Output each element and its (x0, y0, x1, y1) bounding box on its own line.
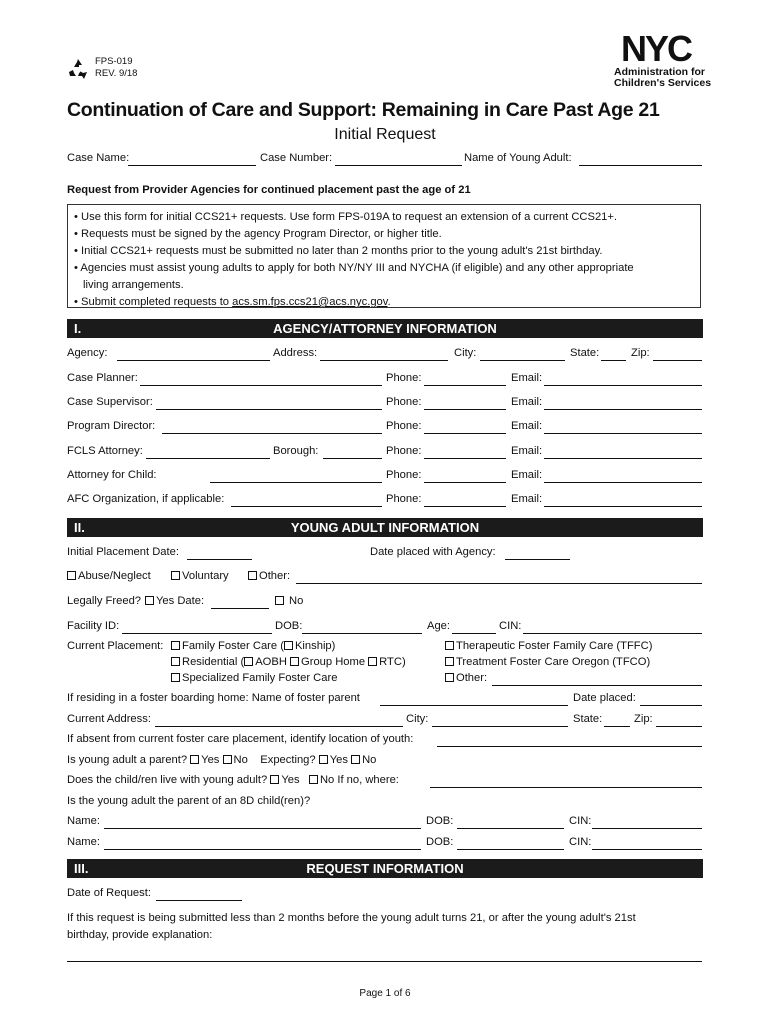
page-subtitle: Initial Request (334, 126, 436, 143)
child1-name-label: Name: (67, 815, 100, 827)
date-placed-field[interactable] (640, 705, 702, 706)
child1-dob-label: DOB: (426, 815, 454, 827)
city-field[interactable] (480, 360, 565, 361)
voluntary-option[interactable] (171, 570, 229, 582)
section-3-num: III. (74, 861, 89, 876)
date-of-request-label: Date of Request: (67, 887, 151, 899)
program-director-field[interactable] (162, 433, 382, 434)
phone-field-5[interactable] (424, 482, 506, 483)
parent-question (67, 754, 376, 766)
freed-date-field[interactable] (211, 608, 269, 609)
young-adult-field[interactable] (579, 165, 702, 166)
case-name-field[interactable] (128, 165, 256, 166)
expecting-no-label: No (362, 754, 377, 766)
case-name-label: Case Name: (67, 152, 130, 164)
state-field[interactable] (601, 360, 626, 361)
nyc-logo-text: NYC (620, 32, 692, 64)
section-2-title: YOUNG ADULT INFORMATION (290, 520, 480, 535)
family-foster-checkbox[interactable] (171, 641, 180, 650)
age-label: Age: (427, 620, 451, 632)
state-label: State: (570, 347, 600, 359)
phone-label-6: Phone: (386, 493, 422, 505)
facility-label: Facility ID: (67, 620, 120, 632)
cin-label: CIN: (499, 620, 522, 632)
zip2-field[interactable] (656, 726, 702, 727)
form-rev: REV. 9/18 (95, 68, 138, 79)
parent-no-checkbox[interactable] (223, 755, 232, 764)
other2-checkbox[interactable] (445, 673, 454, 682)
current-address-field[interactable] (155, 726, 403, 727)
live-where-field[interactable] (430, 787, 702, 788)
nyc-logo (610, 32, 702, 64)
address-label: Address: (273, 347, 318, 359)
zip-field[interactable] (653, 360, 702, 361)
aobh-checkbox[interactable] (244, 657, 253, 666)
case-number-label: Case Number: (260, 152, 333, 164)
phone-label-4: Phone: (386, 445, 422, 457)
email-link[interactable]: acs.sm.fps.ccs21@acs.nyc.gov (232, 296, 388, 308)
current-address-label: Current Address: (67, 713, 151, 725)
parent-yes-label: Yes (201, 754, 220, 766)
group-home-checkbox[interactable] (290, 657, 299, 666)
current-placement-label: Current Placement: (67, 640, 164, 652)
child1-dob-field[interactable] (457, 828, 564, 829)
tffc-label: Therapeutic Foster Family Care (TFFC) (456, 640, 653, 652)
explain-text-1: If this request is being submitted less than 2 months before the young adult turns 21, or after the young adult's 21st (67, 912, 636, 924)
case-planner-label: Case Planner: (67, 372, 138, 384)
section-1-num: I. (74, 321, 82, 336)
other2-option[interactable] (445, 672, 487, 684)
expecting-yes-checkbox[interactable] (319, 755, 328, 764)
city2-field[interactable] (432, 726, 568, 727)
freed-yes-option[interactable] (145, 595, 204, 607)
other2-field[interactable] (492, 685, 702, 686)
date-of-request-field[interactable] (156, 900, 242, 901)
city2-label: City: (406, 713, 429, 725)
other-label: Other: (259, 570, 291, 582)
residential-option[interactable] (171, 656, 406, 668)
dob-label: DOB: (275, 620, 303, 632)
phone-field-6[interactable] (424, 506, 506, 507)
boarding-field[interactable] (380, 705, 568, 706)
expecting-no-checkbox[interactable] (351, 755, 360, 764)
bullet-2: • Requests must be signed by the agency Program Director, or higher title. (74, 228, 442, 240)
tfco-label: Treatment Foster Care Oregon (TFCO) (456, 656, 651, 668)
group-home-label: Group Home (301, 656, 366, 668)
explanation-field[interactable] (67, 961, 702, 962)
live-question (67, 774, 399, 786)
program-director-label: Program Director: (67, 420, 156, 432)
other-option[interactable] (248, 570, 290, 582)
live-no-checkbox[interactable] (309, 775, 318, 784)
live-q-label: Does the child/ren live with young adult? (67, 774, 268, 786)
tffc-checkbox[interactable] (445, 641, 454, 650)
phone-label-5: Phone: (386, 469, 422, 481)
agency-name-2: Children's Services (614, 77, 712, 89)
specialized-option[interactable] (171, 672, 337, 684)
facility-field[interactable] (122, 633, 272, 634)
young-adult-label: Name of Young Adult: (464, 152, 572, 164)
email-field-6[interactable] (544, 506, 702, 507)
email-label-1: Email: (511, 372, 543, 384)
email-label-3: Email: (511, 420, 543, 432)
residential-label: Residential ( (182, 656, 245, 668)
email-label-5: Email: (511, 469, 543, 481)
section-3-title: REQUEST INFORMATION (306, 861, 464, 876)
freed-no-option[interactable] (275, 595, 303, 607)
abuse-checkbox[interactable] (67, 571, 76, 580)
specialized-label: Specialized Family Foster Care (182, 672, 338, 684)
absent-field[interactable] (437, 746, 702, 747)
borough-label: Borough: (273, 445, 319, 457)
section-1-header (67, 319, 703, 338)
email-label-2: Email: (511, 396, 543, 408)
attorney-child-label: Attorney for Child: (67, 469, 157, 481)
date-placed-agency-field[interactable] (505, 559, 570, 560)
rtc-checkbox[interactable] (368, 657, 377, 666)
state2-field[interactable] (604, 726, 630, 727)
page-title: Continuation of Care and Support: Remaining in Care Past Age 21 (67, 99, 660, 121)
attorney-child-field[interactable] (210, 482, 382, 483)
child2-cin-field[interactable] (592, 849, 702, 850)
initial-placement-label: Initial Placement Date: (67, 546, 179, 558)
email-field-5[interactable] (544, 482, 702, 483)
fcls-attorney-field[interactable] (146, 458, 270, 459)
expecting-yes-label: Yes (329, 754, 348, 766)
zip2-label: Zip: (634, 713, 653, 725)
parent-8d-label: Is the young adult the parent of an 8D child(ren)? (67, 795, 311, 807)
rtc-label: RTC) (379, 656, 406, 668)
form-id: FPS-019 (95, 56, 133, 67)
bullet-4: • Agencies must assist young adults to apply for both NY/NY III and NYCHA (if eligible) and any other appropriate (74, 262, 634, 274)
tffc-option[interactable] (445, 640, 652, 652)
residential-checkbox[interactable] (171, 657, 180, 666)
section-1-title: AGENCY/ATTORNEY INFORMATION (273, 321, 497, 336)
child2-dob-label: DOB: (426, 836, 454, 848)
freed-no-checkbox[interactable] (275, 596, 284, 605)
recycle-icon (66, 58, 90, 83)
live-no-label: No If no, where: (319, 774, 399, 786)
abuse-label: Abuse/Neglect (78, 570, 151, 582)
city-label: City: (454, 347, 477, 359)
child2-name-field[interactable] (104, 849, 421, 850)
bullet-4b: living arrangements. (83, 279, 184, 291)
voluntary-checkbox[interactable] (171, 571, 180, 580)
agency-field[interactable] (117, 360, 270, 361)
child1-cin-field[interactable] (592, 828, 702, 829)
freed-yes-checkbox[interactable] (145, 596, 154, 605)
expecting-label: Expecting? (260, 754, 316, 766)
age-field[interactable] (452, 633, 496, 634)
case-supervisor-field[interactable] (156, 409, 382, 410)
case-supervisor-label: Case Supervisor: (67, 396, 153, 408)
borough-field[interactable] (323, 458, 382, 459)
aobh-label: AOBH (255, 656, 287, 668)
case-number-field[interactable] (335, 165, 462, 166)
parent-yes-checkbox[interactable] (190, 755, 199, 764)
live-yes-checkbox[interactable] (270, 775, 279, 784)
case-planner-field[interactable] (140, 385, 382, 386)
absent-label: If absent from current foster care placement, identify location of youth: (67, 733, 414, 745)
email-field-4[interactable] (544, 458, 702, 459)
date-placed-label: Date placed: (573, 692, 636, 704)
kinship-checkbox[interactable] (284, 641, 293, 650)
agency-name-1: Administration for (614, 66, 705, 78)
tfco-option[interactable] (445, 656, 650, 668)
email-field-3[interactable] (544, 433, 702, 434)
child1-cin-label: CIN: (569, 815, 592, 827)
phone-label-3: Phone: (386, 420, 422, 432)
zip-label: Zip: (631, 347, 650, 359)
child2-dob-field[interactable] (457, 849, 564, 850)
bullet-3: • Initial CCS21+ requests must be submitted no later than 2 months prior to the young adult's 21st birthday. (74, 245, 603, 257)
section-2-num: II. (74, 520, 85, 535)
phone-field-3[interactable] (424, 433, 506, 434)
freed-no-label: No (289, 595, 304, 607)
afc-org-field[interactable] (231, 506, 382, 507)
live-yes-label: Yes (281, 774, 300, 786)
address-field[interactable] (320, 360, 448, 361)
email-field-2[interactable] (544, 409, 702, 410)
boarding-label: If residing in a foster boarding home: Name of foster parent (67, 692, 360, 704)
specialized-checkbox[interactable] (171, 673, 180, 682)
email-label-6: Email: (511, 493, 543, 505)
afc-org-label: AFC Organization, if applicable: (67, 493, 225, 505)
phone-label-2: Phone: (386, 396, 422, 408)
family-foster-label: Family Foster Care ( (182, 640, 284, 652)
phone-field-1[interactable] (424, 385, 506, 386)
abuse-option[interactable] (67, 570, 151, 582)
other2-label: Other: (456, 672, 488, 684)
email-field-1[interactable] (544, 385, 702, 386)
freed-yes-label: Yes Date: (156, 595, 205, 607)
child2-name-label: Name: (67, 836, 100, 848)
fcls-attorney-label: FCLS Attorney: (67, 445, 143, 457)
bullet-1: • Use this form for initial CCS21+ requests. Use form FPS-019A to request an extension of a current CCS21+. (74, 211, 618, 223)
bullet-5: • Submit completed requests to (74, 296, 230, 308)
child2-cin-label: CIN: (569, 836, 592, 848)
section-3-header (67, 859, 703, 878)
parent-no-label: No (233, 754, 248, 766)
section-2-header (67, 518, 703, 537)
agency-label: Agency: (67, 347, 108, 359)
other-checkbox[interactable] (248, 571, 257, 580)
initial-placement-field[interactable] (187, 559, 252, 560)
parent-q-label: Is young adult a parent? (67, 754, 188, 766)
phone-field-2[interactable] (424, 409, 506, 410)
date-placed-agency-label: Date placed with Agency: (370, 546, 496, 558)
legally-freed-label: Legally Freed? (67, 595, 142, 607)
phone-label-1: Phone: (386, 372, 422, 384)
state2-label: State: (573, 713, 603, 725)
family-foster-option[interactable] (171, 640, 335, 652)
other-field[interactable] (296, 583, 702, 584)
voluntary-label: Voluntary (182, 570, 229, 582)
request-heading: Request from Provider Agencies for continued placement past the age of 21 (67, 184, 471, 196)
page-number: Page 1 of 6 (359, 988, 411, 999)
cin-field[interactable] (523, 633, 702, 634)
tfco-checkbox[interactable] (445, 657, 454, 666)
phone-field-4[interactable] (424, 458, 506, 459)
dob-field[interactable] (302, 633, 422, 634)
child1-name-field[interactable] (104, 828, 421, 829)
kinship-label: Kinship) (294, 640, 336, 652)
email-label-4: Email: (511, 445, 543, 457)
instructions-box: • Use this form for initial CCS21+ requests. Use form FPS-019A to request an extension of a current CCS21+. • Requests must be signed by the agency Program Director, or higher title. • Initial CCS21+ requests must be submitted no later than 2 months prior to the young adult's 21st birthday. • Agencies must assist young adults to apply for both NY/NY III and NYCHA (if eligible) and any other appropriate living arrangements. • Submit completed requests to acs.sm.fps.ccs21@acs.nyc.gov. (67, 204, 701, 308)
explain-text-2: birthday, provide explanation: (67, 929, 213, 941)
